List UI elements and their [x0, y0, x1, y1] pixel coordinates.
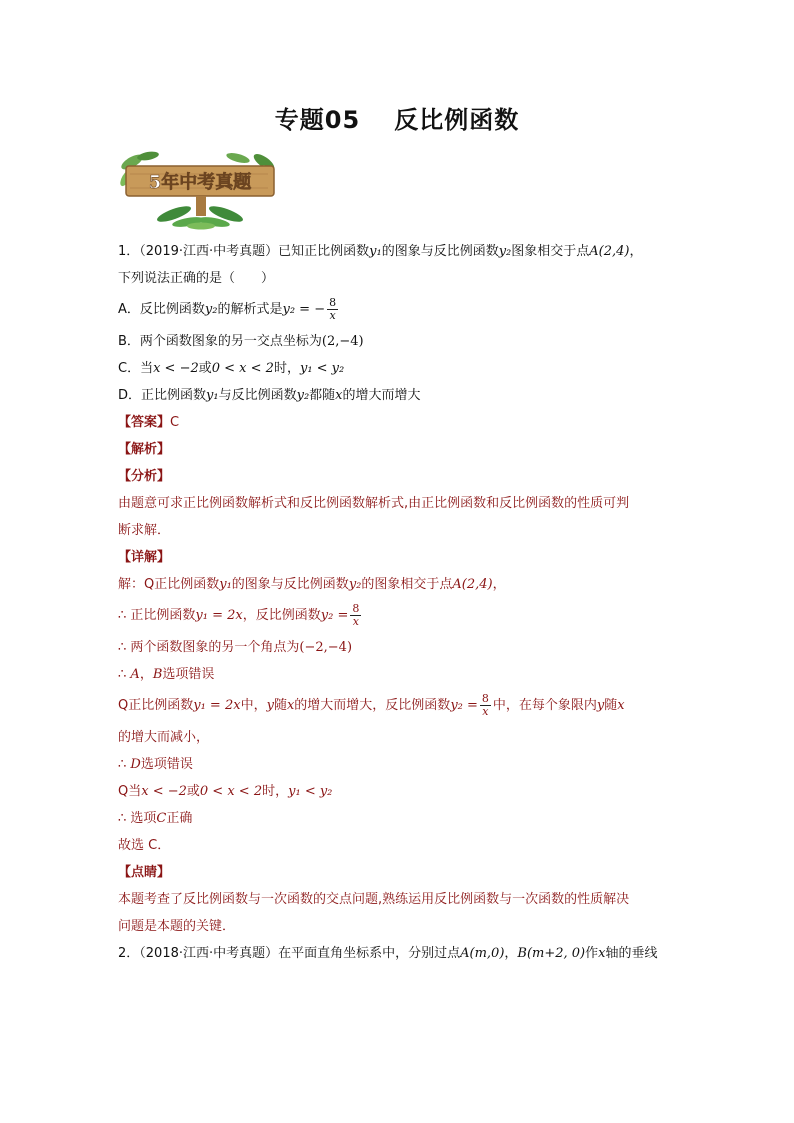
q1-option-c: C．当x < −2或0 < x < 2时，y₁ < y₂: [118, 361, 345, 376]
detail-line-10: 故选 C．: [118, 838, 171, 853]
page-title: [0, 100, 794, 135]
fraction: $\frac{8}{x}$: [481, 692, 489, 718]
detail-line-5: Q正比例函数y₁ = 2x中，y随x的增大而增大，反比例函数y₂ = $\frac{8}{x}$ 中，在每个象限内y随x: [118, 692, 625, 718]
fraction: $\frac{8}{x}$: [352, 602, 360, 628]
analysis-text-2: 断求解．: [118, 523, 171, 538]
answer-label: 【答案】: [118, 415, 171, 430]
analysis-text-1: 由题意可求正比例函数解析式和反比例函数解析式,由正比例函数和反比例函数的性质可判: [118, 496, 630, 511]
detail-line-6: 的增大而减小，: [118, 730, 210, 745]
banner-label: 5年中考真题: [148, 172, 252, 193]
title-topic-name: 反比例函数: [394, 106, 520, 134]
fraction: $\frac{8}{x}$: [329, 296, 337, 322]
detail-line-4: ∴ A，B选项错误: [118, 667, 215, 682]
comment-text-2: 问题是本题的关键．: [118, 919, 236, 934]
analysis-label: 【解析】: [118, 442, 171, 457]
detail-line-7: ∴ D选项错误: [118, 757, 193, 772]
comment-text-1: 本题考查了反比例函数与一次函数的交点问题,熟练运用反比例函数与一次函数的性质解决: [118, 892, 630, 907]
detail-label: 【详解】: [118, 550, 171, 565]
answer-value: C: [170, 415, 180, 430]
title-topic-number: 专题05: [274, 106, 361, 134]
q1-stem-line1: 1．（2019·江西·中考真题）已知正比例函数y₁的图象与反比例函数y₂图象相交于点A(2,4)，: [118, 244, 643, 259]
q2-stem-line1: 2．（2018·江西·中考真题）在平面直角坐标系中，分别过点A(m,0)，B(m+2, 0)作x轴的垂线: [118, 946, 658, 961]
detail-line-3: ∴ 两个函数图象的另一个角点为(−2,−4): [118, 640, 353, 655]
wooden-sign-icon: [118, 148, 282, 230]
q1-option-d: D．正比例函数y₁与反比例函数y₂都随x的增大而增大: [118, 388, 421, 403]
q1-stem-line2: 下列说法正确的是（ ）: [118, 271, 275, 286]
q1-option-a: A．反比例函数y₂的解析式是y₂ = − $\frac{8}{x}$: [118, 296, 337, 322]
comment-label: 【点睛】: [118, 865, 171, 880]
detail-line-8: Q当x < −2或0 < x < 2时，y₁ < y₂: [118, 784, 333, 799]
document-body: [118, 238, 678, 967]
detail-line-9: ∴ 选项C正确: [118, 811, 193, 826]
answer-line: [118, 409, 678, 436]
detail-line-2: ∴ 正比例函数y₁ = 2x，反比例函数y₂ = $\frac{8}{x}$: [118, 602, 360, 628]
detail-line-1: 解：Q正比例函数y₁的图象与反比例函数y₂的图象相交于点A(2,4)，: [118, 577, 506, 592]
q1-option-b: B．两个函数图象的另一交点坐标为(2,−4): [118, 334, 364, 349]
analysis-sub-label: 【分析】: [118, 469, 171, 484]
